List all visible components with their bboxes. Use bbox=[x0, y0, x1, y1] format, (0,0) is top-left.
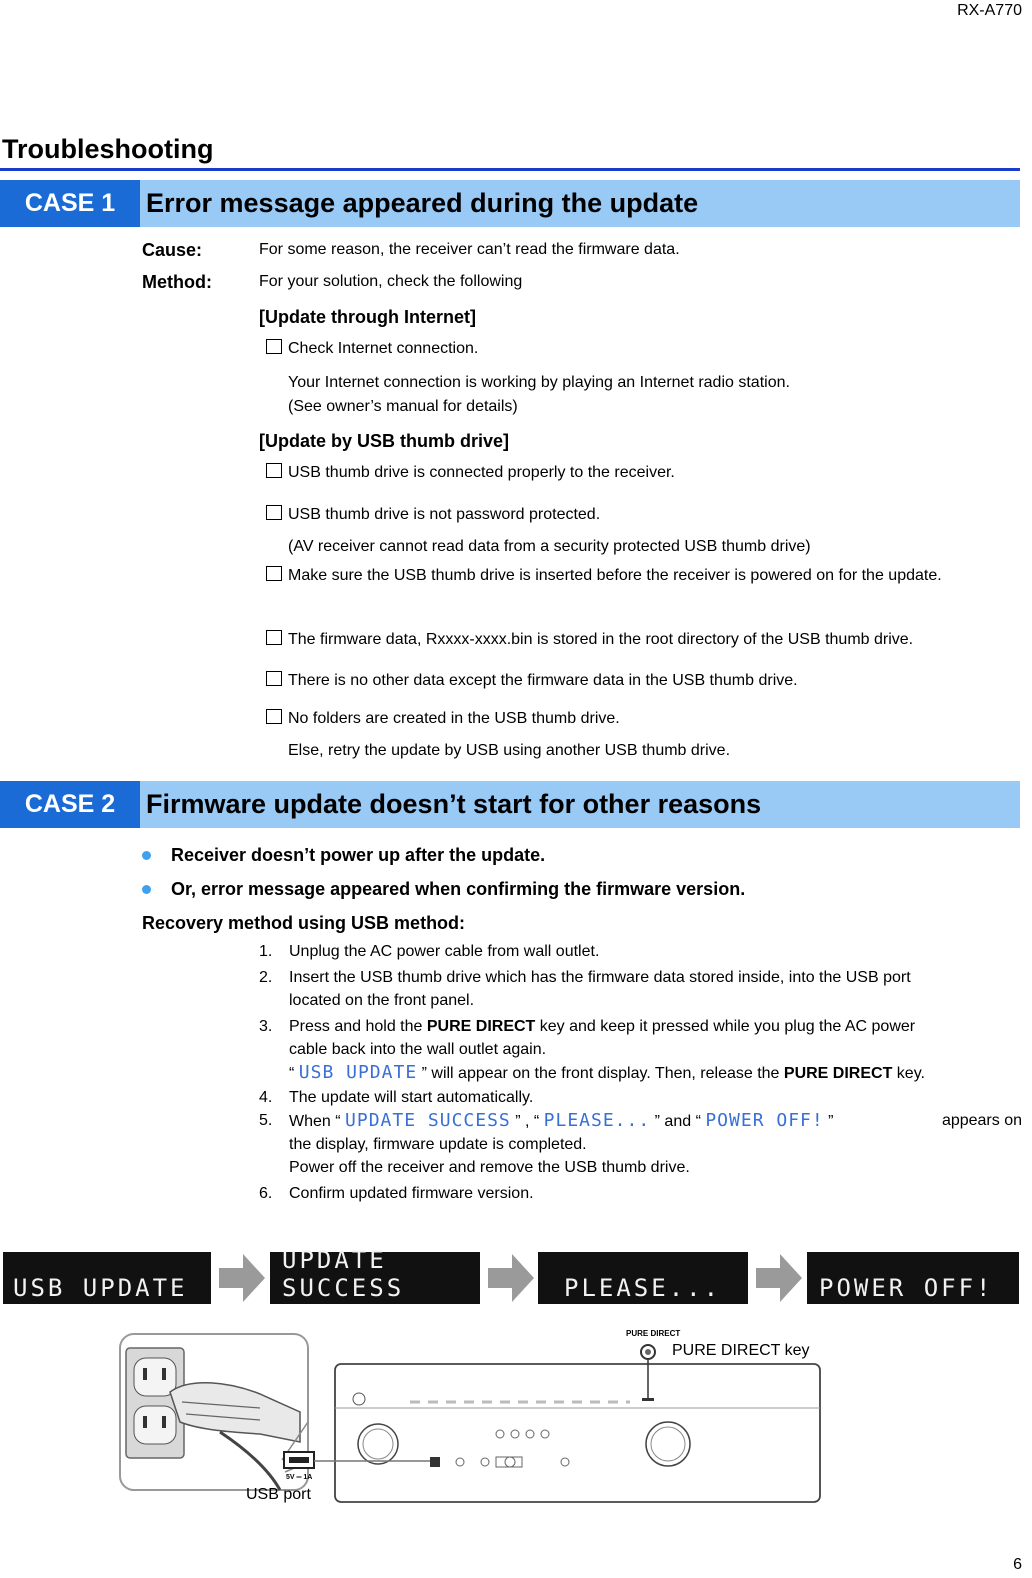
checklist-item bbox=[266, 338, 478, 360]
method-label: Method: bbox=[142, 272, 212, 292]
step-item: 5. When “ UPDATE SUCCESS ” , “ PLEASE... ” and “ POWER OFF! ” appears on the display, firmware update is completed. Power off the receiver and remove the USB thumb drive. bbox=[259, 1109, 1022, 1179]
checklist-text: There is no other data except the firmware data in the USB thumb drive. bbox=[288, 672, 798, 689]
page-title: Troubleshooting bbox=[2, 134, 214, 164]
lcd-text-usb-update: USB UPDATE bbox=[298, 1062, 418, 1083]
arrow-right-icon bbox=[219, 1254, 265, 1302]
case1-header bbox=[0, 180, 1020, 227]
arrow-right-icon bbox=[756, 1254, 802, 1302]
method-text: For your solution, check the following bbox=[259, 273, 523, 290]
step-text: Power off the receiver and remove the USB thumb drive. bbox=[289, 1159, 690, 1176]
checkbox-icon bbox=[266, 463, 286, 481]
case2-title: Firmware update doesn’t start for other reasons bbox=[146, 789, 762, 819]
recovery-steps bbox=[259, 940, 1022, 1205]
display-update-success: UPDATE SUCCESS bbox=[270, 1252, 480, 1304]
recovery-heading: Recovery method using USB method: bbox=[142, 913, 466, 933]
step-number: 6. bbox=[259, 1185, 273, 1202]
pure-direct-key-text: PURE DIRECT bbox=[426, 1018, 536, 1035]
checkbox-icon bbox=[266, 671, 286, 689]
step-text: cable back into the wall outlet again. bbox=[289, 1041, 547, 1058]
page-number: 6 bbox=[1013, 1556, 1022, 1573]
usb-port-rating: 5V ═ 1A bbox=[286, 1474, 313, 1481]
checklist-item bbox=[266, 708, 620, 730]
lcd-text-please: PLEASE... bbox=[543, 1110, 651, 1131]
step-number: 5. bbox=[259, 1112, 273, 1129]
step-item bbox=[259, 940, 1022, 963]
checklist-text: USB thumb drive is not password protected. bbox=[288, 506, 601, 523]
case1-tag: CASE 1 bbox=[0, 180, 140, 227]
title-rule bbox=[0, 168, 1020, 171]
case2-header bbox=[0, 781, 1020, 828]
lcd-text-power-off: POWER OFF! bbox=[705, 1110, 824, 1131]
checkbox-icon bbox=[266, 630, 286, 648]
step-number: 3. bbox=[259, 1018, 273, 1035]
usb-note: (AV receiver cannot read data from a security protected USB thumb drive) bbox=[288, 538, 811, 555]
usb-heading: [Update by USB thumb drive] bbox=[259, 431, 510, 451]
bullet-icon bbox=[142, 885, 151, 894]
internet-note: (See owner’s manual for details) bbox=[288, 398, 518, 415]
step-text: located on the front panel. bbox=[289, 992, 475, 1009]
checkbox-icon bbox=[266, 566, 286, 584]
internet-heading: [Update through Internet] bbox=[259, 307, 476, 327]
checklist-text: Make sure the USB thumb drive is inserted before the receiver is powered on for the update. bbox=[288, 567, 942, 584]
checklist-text: USB thumb drive is connected properly to the receiver. bbox=[288, 464, 675, 481]
step-text: Press and hold the bbox=[289, 1018, 427, 1035]
step-item bbox=[259, 1086, 1022, 1109]
step-text: key and keep it pressed while you plug the AC power bbox=[535, 1018, 916, 1035]
pure-direct-label: PURE DIRECT key bbox=[672, 1342, 810, 1359]
lcd-text-update-success: UPDATE SUCCESS bbox=[345, 1110, 511, 1131]
checklist-item bbox=[266, 565, 1022, 591]
display-usb-update: USB UPDATE bbox=[3, 1252, 211, 1304]
step-text: Unplug the AC power cable from wall outlet. bbox=[289, 943, 600, 960]
step-text: The update will start automatically. bbox=[289, 1089, 534, 1106]
model-number: RX-A770 bbox=[957, 2, 1022, 19]
display-power-off: POWER OFF! bbox=[807, 1252, 1019, 1304]
step-item bbox=[259, 1182, 1022, 1205]
step-text: will appear on the front display. Then, release the bbox=[426, 1065, 784, 1082]
arrow-right-icon bbox=[488, 1254, 534, 1302]
internet-note: Your Internet connection is working by playing an Internet radio station. bbox=[288, 374, 790, 391]
step-item bbox=[259, 966, 1022, 1012]
step-text: When bbox=[289, 1113, 336, 1130]
step-number: 1. bbox=[259, 943, 273, 960]
checklist-text: No folders are created in the USB thumb drive. bbox=[288, 710, 620, 727]
display-please: PLEASE... bbox=[538, 1252, 748, 1304]
case1-title: Error message appeared during the update bbox=[146, 188, 699, 218]
usb-port-label: USB port bbox=[246, 1486, 311, 1503]
step-number: 2. bbox=[259, 969, 273, 986]
checklist-item bbox=[266, 629, 913, 651]
bullet-text: Receiver doesn’t power up after the update. bbox=[171, 845, 546, 865]
pure-direct-key-text: PURE DIRECT bbox=[783, 1065, 893, 1082]
case2-tag: CASE 2 bbox=[0, 781, 140, 828]
step-text: key. bbox=[892, 1065, 925, 1082]
step-text: and bbox=[659, 1113, 696, 1130]
step-text: Confirm updated firmware version. bbox=[289, 1185, 534, 1202]
bullet-icon bbox=[142, 851, 151, 860]
checklist-text: Check Internet connection. bbox=[288, 340, 479, 357]
cause-text: For some reason, the receiver can’t read the firmware data. bbox=[259, 241, 680, 258]
checklist-item bbox=[266, 504, 600, 526]
usb-note: Else, retry the update by USB using another USB thumb drive. bbox=[288, 742, 731, 759]
checkbox-icon bbox=[266, 505, 286, 523]
step-item: 3. Press and hold the PURE DIRECT key and keep it pressed while you plug the AC power cable back into the wall outlet again. “ USB UPDATE ” will appear on the front display. Then, release the PURE DIRECT key. bbox=[259, 1015, 1022, 1085]
checkbox-icon bbox=[266, 709, 286, 727]
bullet-item bbox=[142, 845, 545, 866]
checkbox-icon bbox=[266, 339, 286, 357]
checklist-text: The firmware data, Rxxxx-xxxx.bin is stored in the root directory of the USB thumb drive. bbox=[288, 631, 914, 648]
pure-direct-small-label: PURE DIRECT bbox=[626, 1329, 681, 1338]
step-number: 4. bbox=[259, 1089, 273, 1106]
step-text: appears on bbox=[941, 1112, 1022, 1129]
cause-label: Cause: bbox=[142, 240, 203, 260]
step-text: Insert the USB thumb drive which has the firmware data stored inside, into the USB port bbox=[289, 969, 911, 986]
step-text: the display, firmware update is completed. bbox=[289, 1136, 587, 1153]
checklist-item bbox=[266, 462, 675, 484]
bullet-text: Or, error message appeared when confirming the firmware version. bbox=[171, 879, 746, 899]
bullet-item bbox=[142, 879, 745, 900]
checklist-item bbox=[266, 670, 798, 692]
